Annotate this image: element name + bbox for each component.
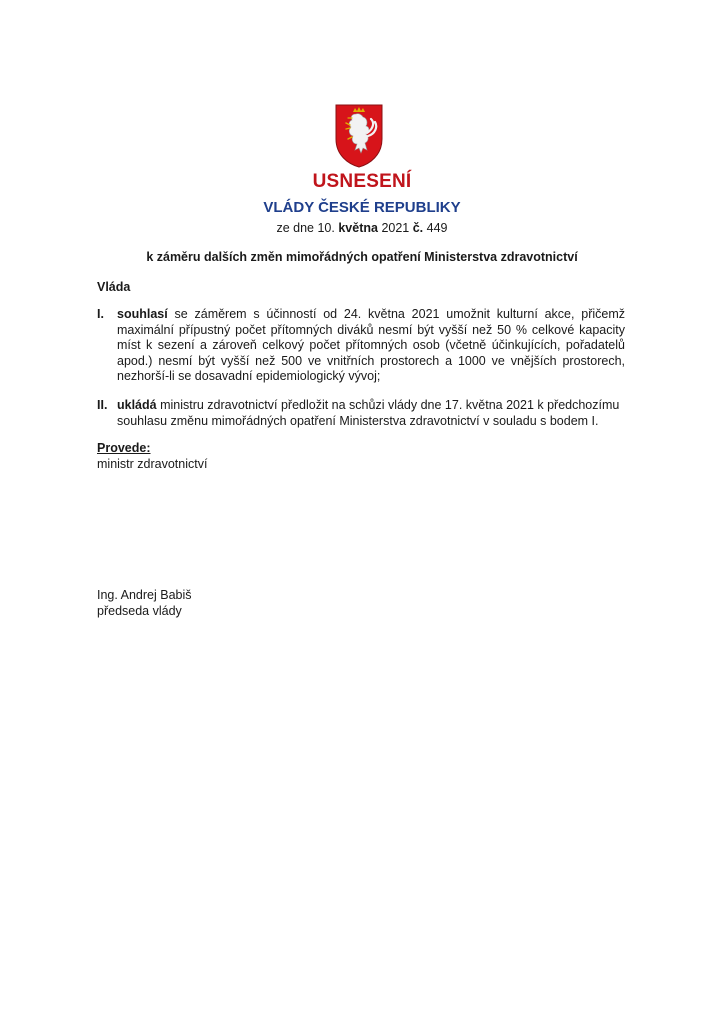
execution-label: Provede:	[97, 441, 151, 455]
item-body: ministru zdravotnictví předložit na schůzi vlády dne 17. května 2021 k předchozímu souhlasu změnu mimořádných opatření Ministerstva zdravotnictví v souladu s bodem I.	[117, 398, 620, 428]
resolution-subject: k záměru dalších změn mimořádných opatření Ministerstva zdravotnictví	[146, 250, 578, 264]
item-body: se záměrem s účinností od 24. května 2021 umožnit kulturní akce, přičemž maximální přípustný počet přítomných diváků nesmí být vyšší než 50 % celkové kapacity míst k sezení a zároveň celkový počet přítomných osob (včetně účinkujících, pořadatelů apod.) nesmí být vyšší než 500 ve vnitřních prostorech a 1000 ve vnějších prostorech, nezhorší-li se dosavadní epidemiologický vývoj;	[117, 307, 625, 383]
item-numeral: I.	[97, 307, 104, 321]
czech-coat-of-arms-icon	[334, 103, 384, 169]
number-prefix: č.	[412, 221, 424, 235]
item-verb: ukládá	[117, 398, 157, 412]
item-text	[117, 307, 625, 385]
signatory-role: předseda vlády	[97, 604, 182, 618]
date-prefix: ze dne 10.	[276, 221, 335, 235]
date-month: května	[338, 221, 378, 235]
resolution-date-line	[0, 221, 724, 235]
item-text	[117, 398, 625, 429]
item-verb: souhlasí	[117, 307, 168, 321]
resolution-number: 449	[426, 221, 448, 235]
resolution-item-1	[97, 307, 625, 385]
document-subtitle: VLÁDY ČESKÉ REPUBLIKY	[263, 199, 461, 216]
document-title: USNESENÍ	[312, 171, 412, 192]
date-year: 2021	[381, 221, 410, 235]
item-numeral: II.	[97, 398, 108, 412]
actor-heading: Vláda	[97, 280, 131, 294]
execution-responsible: ministr zdravotnictví	[97, 457, 208, 471]
resolution-item-2	[97, 398, 625, 429]
signatory-name: Ing. Andrej Babiš	[97, 588, 192, 602]
